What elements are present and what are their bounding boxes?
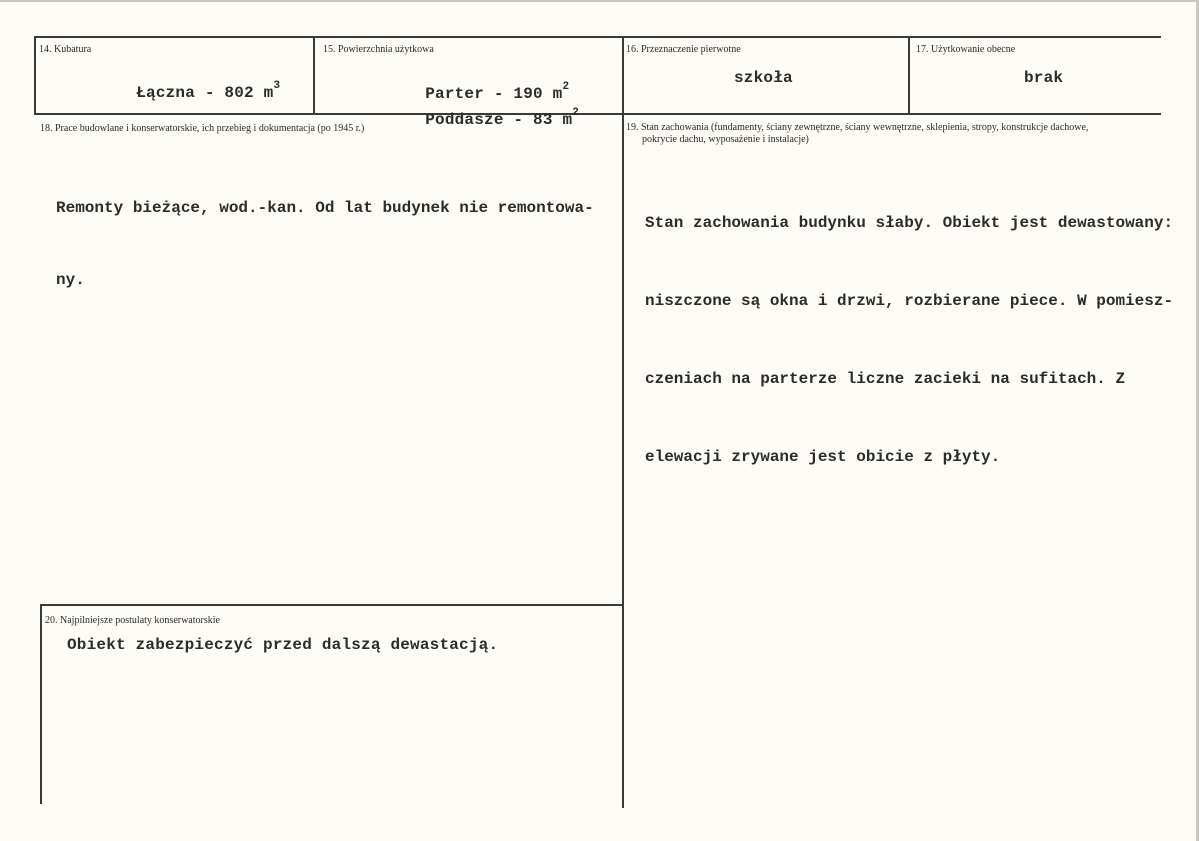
field-15-line2-sup: 2 [572,107,580,119]
field-15-line1-text: Parter - 190 m [425,85,563,103]
field-18-line: Remonty bieżące, wod.-kan. Od lat budynek nie remontowa- [56,199,594,217]
field-19-line: niszczone są okna i drzwi, rozbierane piece. W pomiesz- [645,292,1174,310]
field-15-line1-sup: 2 [562,81,570,93]
field-20-value: Obiekt zabezpieczyć przed dalszą dewastacją. [67,636,499,654]
divider-15-16 [622,36,624,808]
field-19-text [645,158,1173,522]
top-rule [34,36,1161,38]
field-14-label: 14. Kubatura [39,44,92,55]
paper-edge-top [0,0,1199,2]
divider-14-15 [313,36,315,115]
left-rule [34,36,36,115]
field-16-value: szkoła [734,69,793,87]
field-15-label: 15. Powierzchnia użytkowa [323,44,434,55]
field-16-label: 16. Przeznaczenie pierwotne [626,44,741,55]
field-19-label [626,122,1088,146]
divider-16-17 [908,36,910,115]
field-14-text: Łączna - 802 m [136,84,274,102]
field-20-label: 20. Najpilniejsze postulaty konserwatorskie [45,615,220,626]
field-19-label-line2: pokrycie dachu, wyposażenie i instalacje) [642,134,809,145]
field-19-line: elewacji zrywane jest obicie z płyty. [645,448,1001,466]
field-19-line: czeniach na parterze liczne zacieki na sufitach. Z [645,370,1126,388]
field-18-label: 18. Prace budowlane i konserwatorskie, ich przebieg i dokumentacja (po 1945 r.) [40,123,365,134]
field-18-text [56,143,594,345]
field-18-line: ny. [56,271,85,289]
field-19-label-line1: 19. Stan zachowania (fundamenty, ściany zewnętrzne, ściany wewnętrzne, sklepienia, stropy, konstrukcje dachowe, [626,122,1089,133]
field-15-line2 [386,93,579,147]
field-14-sup: 3 [273,80,281,92]
left-rule-lower [40,604,42,804]
field-19-line: Stan zachowania budynku słaby. Obiekt jest dewastowany: [645,214,1174,232]
field-17-value: brak [1024,69,1064,87]
field-14-value [97,66,280,120]
field-15-line2-text: Poddasze - 83 m [425,111,573,129]
field-17-label: 17. Użytkowanie obecne [916,44,1016,55]
field20-top-rule [40,604,624,606]
